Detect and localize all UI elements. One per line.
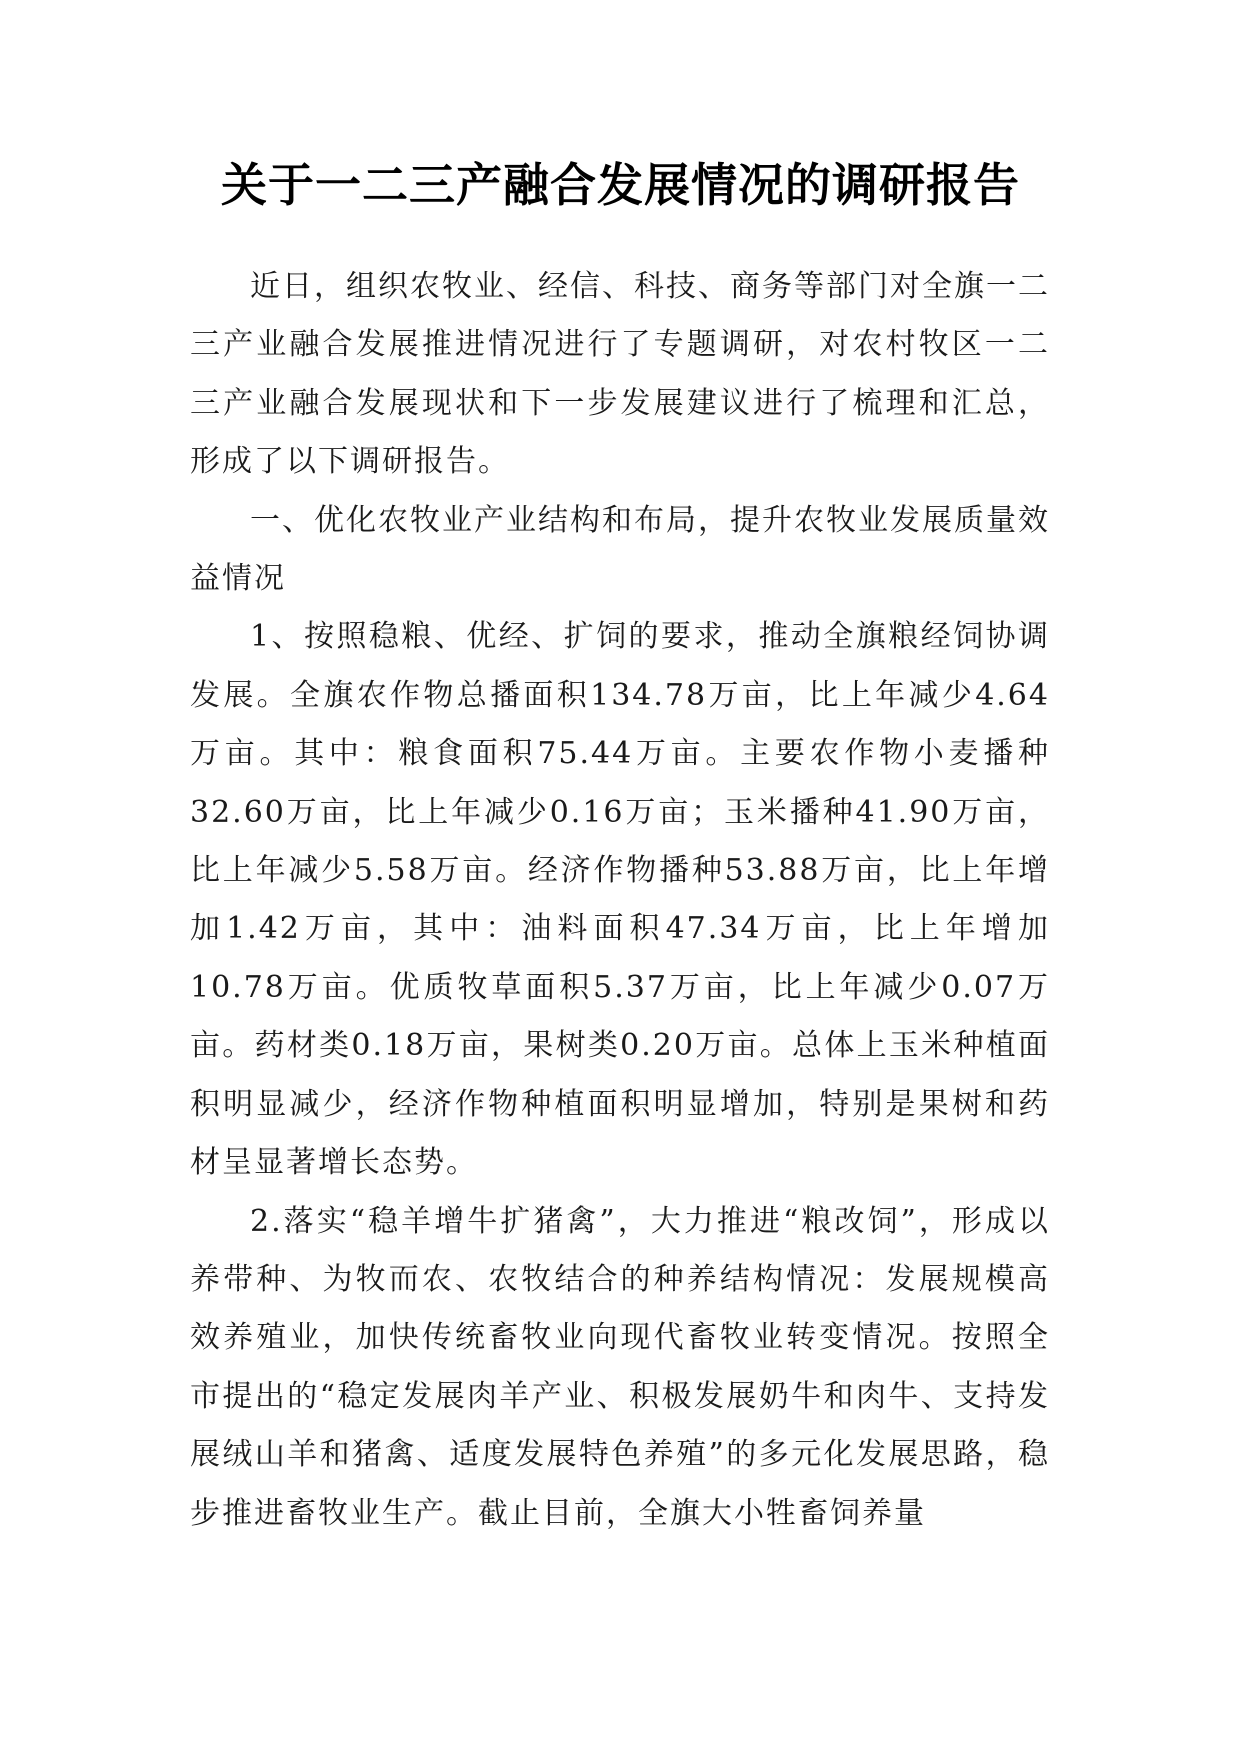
paragraph-section-heading: 一、优化农牧业产业结构和布局，提升农牧业发展质量效益情况 xyxy=(190,502,1050,597)
document-body xyxy=(190,258,1050,1543)
paragraph-item-1: 1、按照稳粮、优经、扩饲的要求，推动全旗粮经饲协调发展。全旗农作物总播面积134.78万亩，比上年减少4.64万亩。其中：粮食面积75.44万亩。主要农作物小麦播种32.60万亩，比上年减少0.16万亩；玉米播种41.90万亩，比上年减少5.58万亩。经济作物播种53.88万亩，比上年增加1.42万亩，其中：油料面积47.34万亩，比上年增加10.78万亩。优质牧草面积5.37万亩，比上年减少0.07万亩。药材类0.18万亩，果树类0.20万亩。总体上玉米种植面积明显减少，经济作物种植面积明显增加，特别是果树和药材呈显著增长态势。 xyxy=(190,619,1050,1181)
paragraph-item-2: 2.落实“稳羊增牛扩猪禽”，大力推进“粮改饲”，形成以养带种、为牧而农、农牧结合的种养结构情况：发展规模高效养殖业，加快传统畜牧业向现代畜牧业转变情况。按照全市提出的“稳定发展肉羊产业、积极发展奶牛和肉牛、支持发展绒山羊和猪禽、适度发展特色养殖”的多元化发展思路，稳步推进畜牧业生产。截止目前，全旗大小牲畜饲养量 xyxy=(190,1203,1050,1531)
document-title: 关于一二三产融合发展情况的调研报告 xyxy=(221,158,1020,212)
paragraph-intro: 近日，组织农牧业、经信、科技、商务等部门对全旗一二三产业融合发展推进情况进行了专题调研，对农村牧区一二三产业融合发展现状和下一步发展建议进行了梳理和汇总，形成了以下调研报告。 xyxy=(190,269,1050,480)
